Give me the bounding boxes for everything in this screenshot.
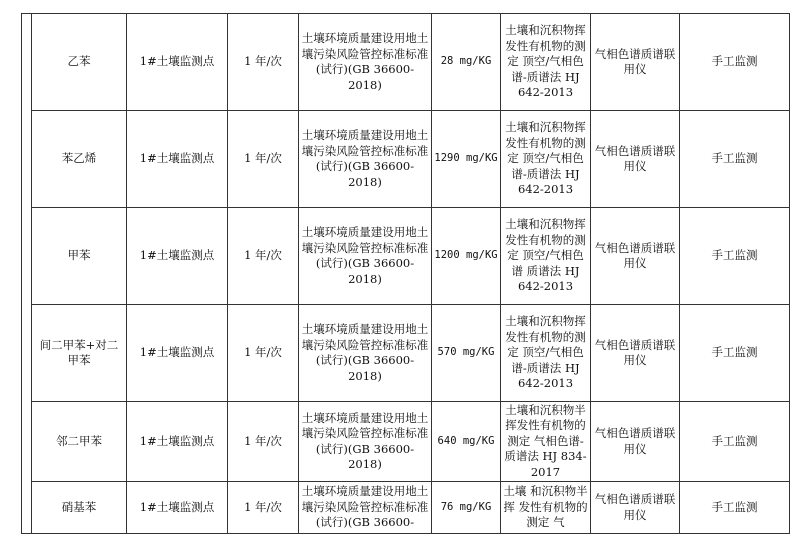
pollutant-cell: 甲苯 bbox=[32, 208, 127, 305]
method-cell: 土壤和沉积物挥发性有机物的测定 顶空/气相色谱-质谱法 HJ 642-2013 bbox=[501, 14, 591, 111]
limit-cell: 570 mg/KG bbox=[432, 305, 501, 402]
pollutant-cell: 乙苯 bbox=[32, 14, 127, 111]
standard-cell: 土壤环境质量建设用地土壤污染风险管控标准标准(试行)(GB 36600- bbox=[299, 482, 432, 534]
frequency-cell: 1 年/次 bbox=[228, 111, 299, 208]
mode-cell: 手工监测 bbox=[680, 402, 790, 482]
instrument-cell: 气相色谱质谱联用仪 bbox=[591, 305, 680, 402]
instrument-cell: 气相色谱质谱联用仪 bbox=[591, 482, 680, 534]
mode-cell: 手工监测 bbox=[680, 482, 790, 534]
table-row bbox=[22, 305, 790, 402]
table-row bbox=[22, 111, 790, 208]
point-cell: 1#土壤监测点 bbox=[127, 482, 228, 534]
method-cell: 土壤和沉积物挥发性有机物的测定 顶空/气相色谱-质谱法 HJ 642-2013 bbox=[501, 111, 591, 208]
table-row bbox=[22, 14, 790, 111]
standard-cell: 土壤环境质量建设用地土壤污染风险管控标准标准(试行)(GB 36600-2018) bbox=[299, 14, 432, 111]
limit-cell: 76 mg/KG bbox=[432, 482, 501, 534]
mode-cell: 手工监测 bbox=[680, 305, 790, 402]
point-cell: 1#土壤监测点 bbox=[127, 111, 228, 208]
instrument-cell: 气相色谱质谱联用仪 bbox=[591, 14, 680, 111]
standard-cell: 土壤环境质量建设用地土壤污染风险管控标准标准(试行)(GB 36600-2018) bbox=[299, 402, 432, 482]
mode-cell: 手工监测 bbox=[680, 208, 790, 305]
instrument-cell: 气相色谱质谱联用仪 bbox=[591, 208, 680, 305]
mode-cell: 手工监测 bbox=[680, 14, 790, 111]
point-cell: 1#土壤监测点 bbox=[127, 402, 228, 482]
pollutant-cell: 硝基苯 bbox=[32, 482, 127, 534]
standard-cell: 土壤环境质量建设用地土壤污染风险管控标准标准(试行)(GB 36600-2018) bbox=[299, 111, 432, 208]
frequency-cell: 1 年/次 bbox=[228, 305, 299, 402]
standard-cell: 土壤环境质量建设用地土壤污染风险管控标准标准(试行)(GB 36600-2018) bbox=[299, 305, 432, 402]
limit-cell: 1200 mg/KG bbox=[432, 208, 501, 305]
point-cell: 1#土壤监测点 bbox=[127, 14, 228, 111]
monitoring-table bbox=[21, 13, 790, 534]
category-cell bbox=[22, 14, 32, 534]
pollutant-cell: 苯乙烯 bbox=[32, 111, 127, 208]
table-row bbox=[22, 402, 790, 482]
limit-cell: 640 mg/KG bbox=[432, 402, 501, 482]
instrument-cell: 气相色谱质谱联用仪 bbox=[591, 111, 680, 208]
standard-cell: 土壤环境质量建设用地土壤污染风险管控标准标准(试行)(GB 36600-2018) bbox=[299, 208, 432, 305]
limit-cell: 28 mg/KG bbox=[432, 14, 501, 111]
limit-cell: 1290 mg/KG bbox=[432, 111, 501, 208]
table-row bbox=[22, 208, 790, 305]
method-cell: 土壤 和沉积物半挥 发性有机物的 测定 气 bbox=[501, 482, 591, 534]
pollutant-cell: 间二甲苯+对二甲苯 bbox=[32, 305, 127, 402]
table-row bbox=[22, 482, 790, 534]
point-cell: 1#土壤监测点 bbox=[127, 208, 228, 305]
frequency-cell: 1 年/次 bbox=[228, 208, 299, 305]
instrument-cell: 气相色谱质谱联用仪 bbox=[591, 402, 680, 482]
frequency-cell: 1 年/次 bbox=[228, 482, 299, 534]
point-cell: 1#土壤监测点 bbox=[127, 305, 228, 402]
frequency-cell: 1 年/次 bbox=[228, 402, 299, 482]
pollutant-cell: 邻二甲苯 bbox=[32, 402, 127, 482]
frequency-cell: 1 年/次 bbox=[228, 14, 299, 111]
method-cell: 土壤和沉积物挥发性有机物的测定 顶空/气相色谱 质谱法 HJ 642-2013 bbox=[501, 208, 591, 305]
method-cell: 土壤和沉积物挥发性有机物的测定 顶空/气相色谱-质谱法 HJ 642-2013 bbox=[501, 305, 591, 402]
method-cell: 土壤和沉积物半挥发性有机物的测定 气相色谱-质谱法 HJ 834-2017 bbox=[501, 402, 591, 482]
mode-cell: 手工监测 bbox=[680, 111, 790, 208]
